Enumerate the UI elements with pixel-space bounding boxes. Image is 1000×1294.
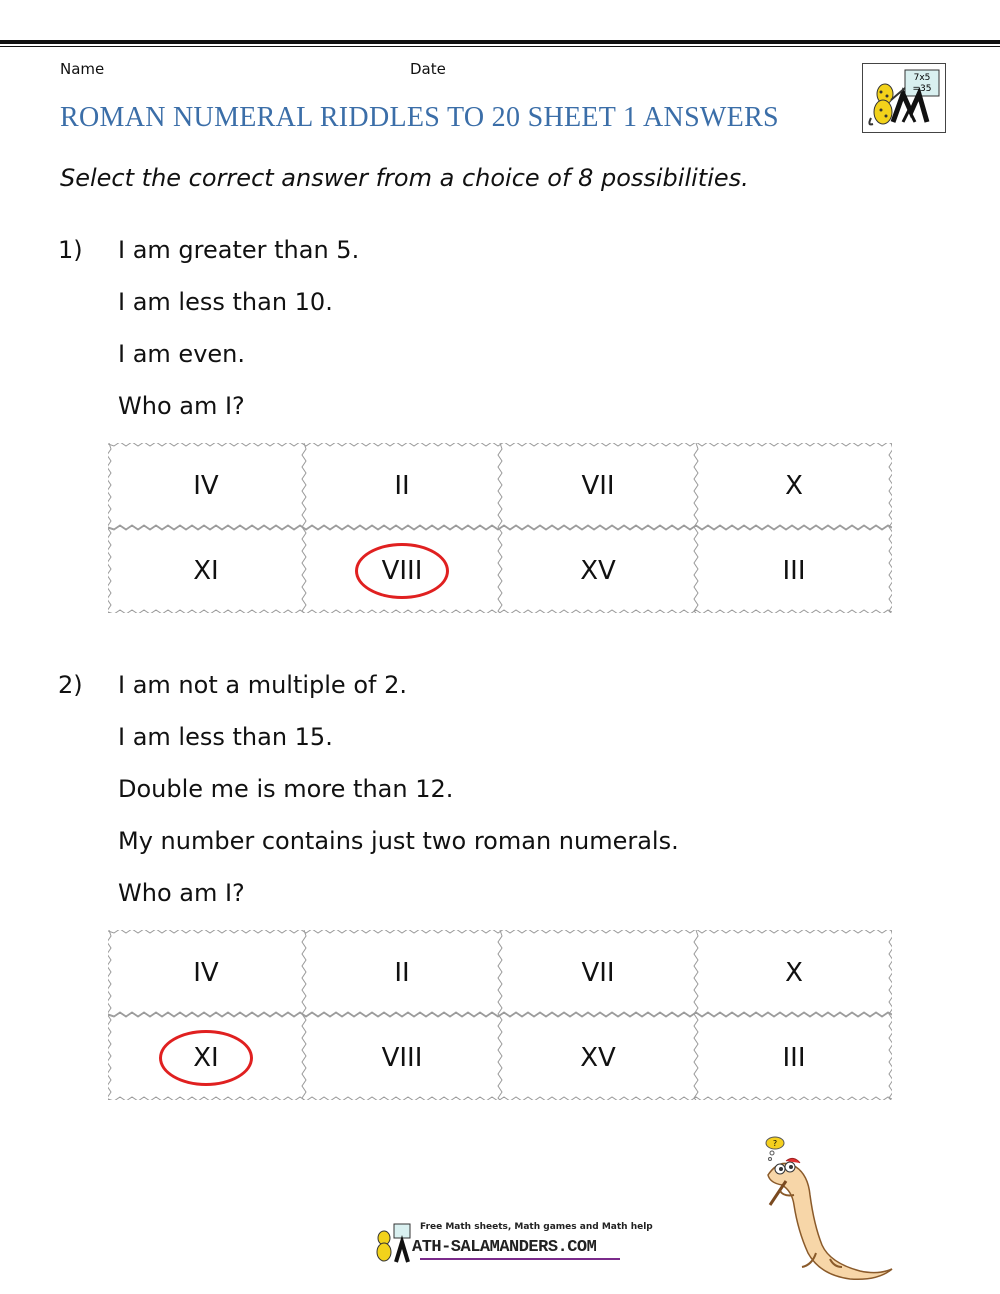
question-1-line-2: I am less than 10. bbox=[118, 288, 333, 316]
thought-bubble-text: ? bbox=[772, 1139, 778, 1148]
option-label: VII bbox=[581, 957, 615, 988]
option-label: XI bbox=[193, 555, 219, 586]
logo-text-2: =35 bbox=[912, 84, 932, 94]
page-title: ROMAN NUMERAL RIDDLES TO 20 SHEET 1 ANSWERS bbox=[60, 102, 779, 133]
question-1-line-4: Who am I? bbox=[118, 392, 245, 420]
answer-circle bbox=[159, 1030, 253, 1086]
option-label: XI bbox=[193, 1042, 219, 1073]
question-2-line-3: Double me is more than 12. bbox=[118, 775, 454, 803]
question-2-line-5: Who am I? bbox=[118, 879, 245, 907]
footer-brand-name: ATH-SALAMANDERS.COM bbox=[412, 1238, 597, 1257]
salamander-mascot-image bbox=[750, 1135, 900, 1285]
math-salamanders-logo bbox=[862, 63, 946, 133]
footer-logo-icon bbox=[372, 1222, 412, 1266]
answer-option[interactable] bbox=[304, 1015, 500, 1100]
footer-underline bbox=[420, 1258, 620, 1260]
question-1-line-3: I am even. bbox=[118, 340, 245, 368]
answer-option[interactable] bbox=[500, 528, 696, 613]
question-1-line-1: I am greater than 5. bbox=[118, 236, 360, 264]
footer-tagline: Free Math sheets, Math games and Math help bbox=[420, 1222, 653, 1232]
option-label: VIII bbox=[381, 1042, 423, 1073]
top-rule bbox=[0, 40, 1000, 44]
answer-option[interactable] bbox=[304, 930, 500, 1015]
question-2-number: 2) bbox=[58, 671, 83, 699]
option-label: II bbox=[394, 957, 410, 988]
option-label: IV bbox=[193, 957, 219, 988]
option-label: III bbox=[782, 1042, 806, 1073]
answer-circle bbox=[355, 543, 449, 599]
answer-option[interactable] bbox=[304, 443, 500, 528]
question-2-line-1: I am not a multiple of 2. bbox=[118, 671, 407, 699]
question-2-line-2: I am less than 15. bbox=[118, 723, 333, 751]
question-2-answer-grid bbox=[108, 930, 892, 1100]
answer-option[interactable] bbox=[696, 930, 892, 1015]
question-2-line-4: My number contains just two roman numerals. bbox=[118, 827, 679, 855]
answer-option[interactable] bbox=[108, 1015, 304, 1100]
question-1-answer-grid bbox=[108, 443, 892, 613]
answer-option[interactable] bbox=[108, 443, 304, 528]
footer-brand bbox=[372, 1222, 653, 1266]
option-label: VIII bbox=[381, 555, 423, 586]
answer-option[interactable] bbox=[696, 443, 892, 528]
answer-option[interactable] bbox=[500, 930, 696, 1015]
answer-option[interactable] bbox=[108, 528, 304, 613]
question-1-number: 1) bbox=[58, 236, 83, 264]
answer-option[interactable] bbox=[304, 528, 500, 613]
option-label: II bbox=[394, 470, 410, 501]
option-label: X bbox=[785, 470, 803, 501]
option-label: X bbox=[785, 957, 803, 988]
option-label: VII bbox=[581, 470, 615, 501]
logo-text-1: 7x5 bbox=[913, 73, 931, 83]
answer-option[interactable] bbox=[500, 1015, 696, 1100]
option-label: XV bbox=[580, 1042, 616, 1073]
instruction-text: Select the correct answer from a choice of 8 possibilities. bbox=[60, 164, 749, 192]
option-label: XV bbox=[580, 555, 616, 586]
answer-option[interactable] bbox=[696, 1015, 892, 1100]
top-rule-thin bbox=[0, 46, 1000, 47]
option-label: III bbox=[782, 555, 806, 586]
answer-option[interactable] bbox=[696, 528, 892, 613]
date-label: Date bbox=[410, 60, 446, 78]
answer-option[interactable] bbox=[108, 930, 304, 1015]
answer-option[interactable] bbox=[500, 443, 696, 528]
name-label: Name bbox=[60, 60, 105, 78]
option-label: IV bbox=[193, 470, 219, 501]
